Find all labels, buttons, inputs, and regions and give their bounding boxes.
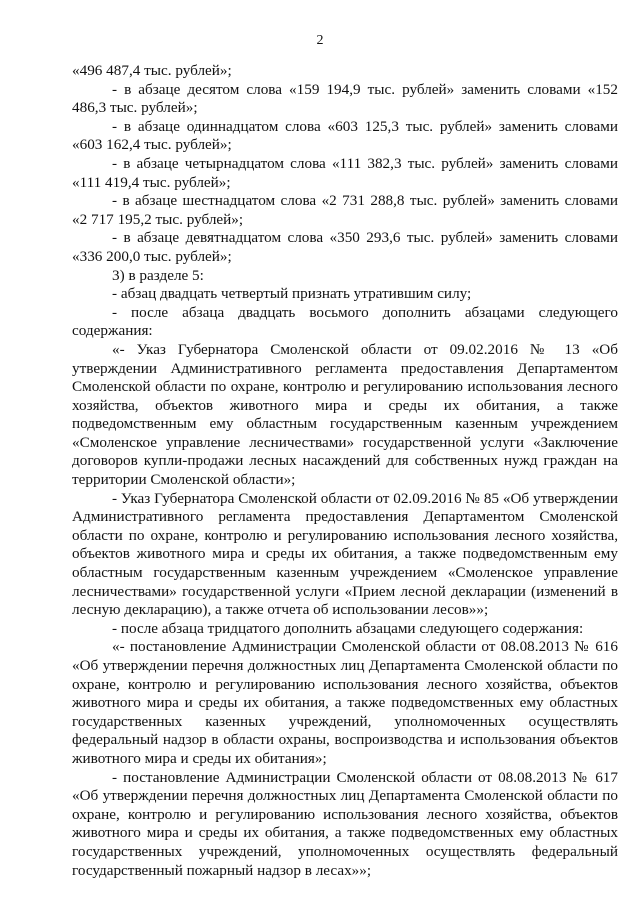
paragraph-10: «- Указ Губернатора Смоленской области от 09.02.2016 № 13 «Об утверждении Административного регламента предоставления Департаментом Смоленской области по охране, контролю и регулированию использования лесного хозяйства, объектов животного мира и среды их обитания, а также подведомственным ему областным государственным казенным учреждением «Смоленское управление лесничествами» государственной услуги «Заключение договоров купли-продажи лесных насаждений для собственных нужд граждан на территории Смоленской области»; [72,340,618,489]
paragraph-2: - в абзаце десятом слова «159 194,9 тыс. рублей» заменить словами «152 486,3 тыс. рублей»; [72,80,618,117]
paragraph-4: - в абзаце четырнадцатом слова «111 382,3 тыс. рублей» заменить словами «111 419,4 тыс. рублей»; [72,154,618,191]
page-number: 2 [316,33,324,48]
paragraph-14: - постановление Администрации Смоленской области от 08.08.2013 № 617 «Об утверждении перечня должностных лиц Департамента Смоленской области по охране, контролю и регулированию использования лесного хозяйства, объектов животного мира и среды их обитания, а также подведомственных ему областных государственных учреждений, уполномоченных осуществлять федеральный государственный пожарный надзор в лесах»»; [72,768,618,879]
paragraph-12: - после абзаца тридцатого дополнить абзацами следующего содержания: [112,619,584,637]
paragraph-9: - после абзаца двадцать восьмого дополнить абзацами следующего содержания: [72,303,618,340]
paragraph-11: - Указ Губернатора Смоленской области от 02.09.2016 № 85 «Об утверждении Административного регламента предоставления Департаментом Смоленской области по охране, контролю и регулированию использования лесного хозяйства, объектов животного мира и среды их обитания, а также подведомственным ему областным государственным казенным учреждением «Смоленское управление лесничествами» государственной услуги «Прием лесной декларации (изменений в лесную декларацию), а также отчета об использовании лесов»»; [72,489,618,619]
paragraph-7: 3) в разделе 5: [112,266,204,284]
paragraph-3: - в абзаце одиннадцатом слова «603 125,3 тыс. рублей» заменить словами «603 162,4 тыс. рублей»; [72,117,618,154]
paragraph-13: «- постановление Администрации Смоленской области от 08.08.2013 № 616 «Об утверждении перечня должностных лиц Департамента Смоленской области по охране, контролю и регулированию использования лесного хозяйства, объектов животного мира и среды их обитания, а также подведомственных ему областных государственных казенных учреждений, уполномоченных осуществлять федеральный надзор в области охраны, воспроизводства и использования объектов животного мира и среды их обитания»; [72,638,618,767]
paragraph-5: - в абзаце шестнадцатом слова «2 731 288,8 тыс. рублей» заменить словами «2 717 195,2 тыс. рублей»; [72,192,618,228]
paragraph-8: - абзац двадцать четвертый признать утратившим силу; [112,285,472,303]
paragraph-1: «496 487,4 тыс. рублей»; [72,62,232,79]
document-body [72,62,618,880]
paragraph-6: - в абзаце девятнадцатом слова «350 293,6 тыс. рублей» заменить словами «336 200,0 тыс. рублей»; [72,229,618,265]
